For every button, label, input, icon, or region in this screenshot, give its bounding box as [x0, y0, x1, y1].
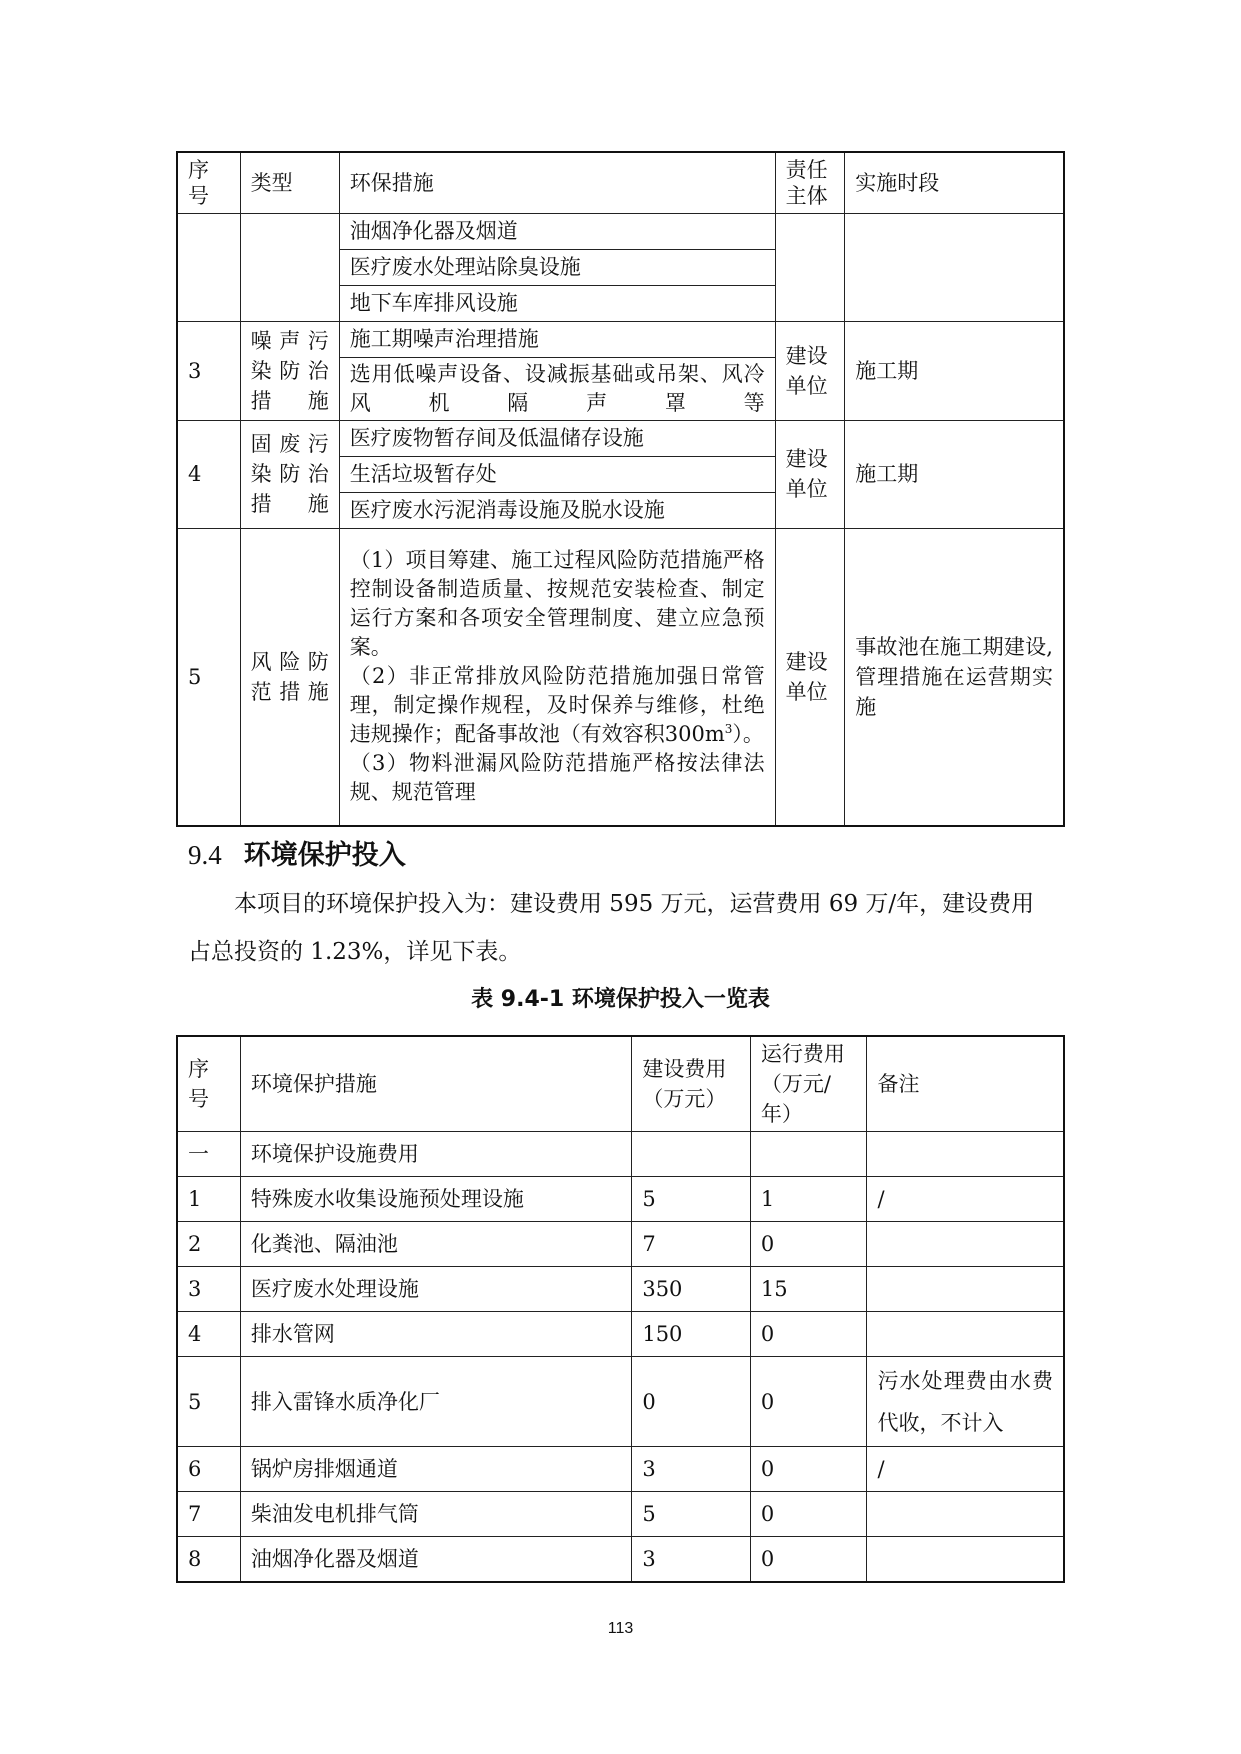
measure-cell: 选用低噪声设备、设减振基础或吊架、风冷风机隔声罩等 — [339, 357, 775, 420]
header-note: 备注 — [867, 1036, 1064, 1132]
risk-measures-cell — [339, 528, 775, 826]
cell-name: 排入雷锋水质净化厂 — [240, 1357, 632, 1447]
table-caption: 表 9.4-1 环境保护投入一览表 — [471, 987, 770, 1012]
risk-item-3: （3）物料泄漏风险防范措施严格按法律法规、规范管理 — [349, 751, 765, 805]
cell-name: 油烟净化器及烟道 — [240, 1537, 632, 1582]
investment-table — [176, 1035, 1065, 1583]
table-row — [177, 1267, 1064, 1312]
header-measure: 环境保护措施 — [240, 1036, 632, 1132]
table-header-row — [177, 1036, 1064, 1132]
cell-name: 锅炉房排烟通道 — [240, 1447, 632, 1492]
page-number: 113 — [607, 1620, 634, 1637]
cell-note: 污水处理费由水费代收，不计入 — [867, 1357, 1064, 1447]
cubic-superscript: 3 — [724, 722, 733, 737]
cell-note — [867, 1312, 1064, 1357]
cell-build: 5 — [632, 1492, 751, 1537]
measure-cell: 施工期噪声治理措施 — [339, 321, 775, 357]
measure-cell: 医疗废水处理站除臭设施 — [339, 249, 775, 285]
header-build-cost: 建设费用（万元） — [632, 1036, 751, 1132]
table-row — [177, 528, 1064, 826]
cell-no: 3 — [177, 1267, 240, 1312]
cell-name: 特殊废水收集设施预处理设施 — [240, 1177, 632, 1222]
cont-type-cell — [240, 213, 339, 321]
row-period: 施工期 — [845, 321, 1064, 420]
row-period: 事故池在施工期建设,管理措施在运营期实施 — [845, 528, 1064, 826]
cell-run — [750, 1132, 867, 1177]
cell-run: 0 — [750, 1357, 867, 1447]
row-no: 5 — [177, 528, 240, 826]
cell-run: 15 — [750, 1267, 867, 1312]
row-no: 3 — [177, 321, 240, 420]
row-type: 噪声污染防治措施 — [240, 321, 339, 420]
row-owner: 建设单位 — [775, 528, 845, 826]
cell-name: 环境保护设施费用 — [240, 1132, 632, 1177]
row-no: 4 — [177, 420, 240, 528]
row-owner: 建设单位 — [775, 321, 845, 420]
cell-build: 350 — [632, 1267, 751, 1312]
cell-build: 3 — [632, 1447, 751, 1492]
table-row — [177, 1132, 1064, 1177]
table-row — [177, 1357, 1064, 1447]
cell-name: 化粪池、隔油池 — [240, 1222, 632, 1267]
cell-name: 排水管网 — [240, 1312, 632, 1357]
table-row — [177, 420, 1064, 456]
cell-no: 2 — [177, 1222, 240, 1267]
row-period: 施工期 — [845, 420, 1064, 528]
cell-run: 0 — [750, 1492, 867, 1537]
cell-build: 3 — [632, 1537, 751, 1582]
cont-period-cell — [845, 213, 1064, 321]
section-title: 环境保护投入 — [243, 840, 406, 871]
cont-owner-cell — [775, 213, 845, 321]
body-paragraph: 本项目的环境保护投入为：建设费用 595 万元，运营费用 69 万/年，建设费用占总投资的 1.23%，详见下表。 — [188, 891, 1035, 965]
measures-table — [176, 151, 1065, 827]
cell-run: 0 — [750, 1222, 867, 1267]
header-period: 实施时段 — [845, 152, 1064, 213]
cell-note: / — [867, 1447, 1064, 1492]
section-heading — [188, 833, 406, 872]
header-measure: 环保措施 — [339, 152, 775, 213]
cell-name: 柴油发电机排气筒 — [240, 1492, 632, 1537]
cell-run: 0 — [750, 1447, 867, 1492]
cont-no-cell — [177, 213, 240, 321]
cell-no: 4 — [177, 1312, 240, 1357]
cell-build: 7 — [632, 1222, 751, 1267]
risk-item-2-text: （2）非正常排放风险防范措施加强日常管理，制定操作规程，及时保养与维修，杜绝违规操作；配备事故池（有效容积300m — [349, 664, 765, 747]
row-type: 风险防范措施 — [240, 528, 339, 826]
table-header-row — [177, 152, 1064, 213]
section-number: 9.4 — [188, 840, 222, 870]
header-owner: 责任主体 — [775, 152, 845, 213]
measure-cell: 医疗废物暂存间及低温储存设施 — [339, 420, 775, 456]
measure-cell: 生活垃圾暂存处 — [339, 456, 775, 492]
cell-note — [867, 1267, 1064, 1312]
cell-note — [867, 1537, 1064, 1582]
header-no: 序号 — [177, 1036, 240, 1132]
cell-no: 8 — [177, 1537, 240, 1582]
cell-run: 0 — [750, 1537, 867, 1582]
table-row — [177, 321, 1064, 357]
header-run-cost: 运行费用（万元/年） — [750, 1036, 867, 1132]
cell-no: 一 — [177, 1132, 240, 1177]
measure-cell: 医疗废水污泥消毒设施及脱水设施 — [339, 492, 775, 528]
measure-cell: 油烟净化器及烟道 — [339, 213, 775, 249]
measure-cell: 地下车库排风设施 — [339, 285, 775, 321]
cell-build: 0 — [632, 1357, 751, 1447]
cell-note — [867, 1492, 1064, 1537]
header-no: 序号 — [177, 152, 240, 213]
cell-build: 150 — [632, 1312, 751, 1357]
cell-no: 5 — [177, 1357, 240, 1447]
cell-build: 5 — [632, 1177, 751, 1222]
table-row — [177, 1177, 1064, 1222]
cell-run: 0 — [750, 1312, 867, 1357]
cell-run: 1 — [750, 1177, 867, 1222]
risk-item-2 — [350, 662, 765, 749]
risk-item-2-end: ）。 — [732, 722, 764, 747]
row-owner: 建设单位 — [775, 420, 845, 528]
cell-no: 1 — [177, 1177, 240, 1222]
cell-no: 6 — [177, 1447, 240, 1492]
cell-note — [867, 1222, 1064, 1267]
table-row — [177, 213, 1064, 249]
header-type: 类型 — [240, 152, 339, 213]
row-type: 固废污染防治措施 — [240, 420, 339, 528]
cell-name: 医疗废水处理设施 — [240, 1267, 632, 1312]
table-row — [177, 1312, 1064, 1357]
cell-note: / — [867, 1177, 1064, 1222]
table-row — [177, 1222, 1064, 1267]
table-row — [177, 1537, 1064, 1582]
cell-build — [632, 1132, 751, 1177]
table-row — [177, 1492, 1064, 1537]
risk-item-1: （1）项目筹建、施工过程风险防范措施严格控制设备制造质量、按规范安装检查、制定运行方案和各项安全管理制度、建立应急预案。 — [349, 548, 765, 660]
table-row — [177, 1447, 1064, 1492]
cell-no: 7 — [177, 1492, 240, 1537]
cell-note — [867, 1132, 1064, 1177]
